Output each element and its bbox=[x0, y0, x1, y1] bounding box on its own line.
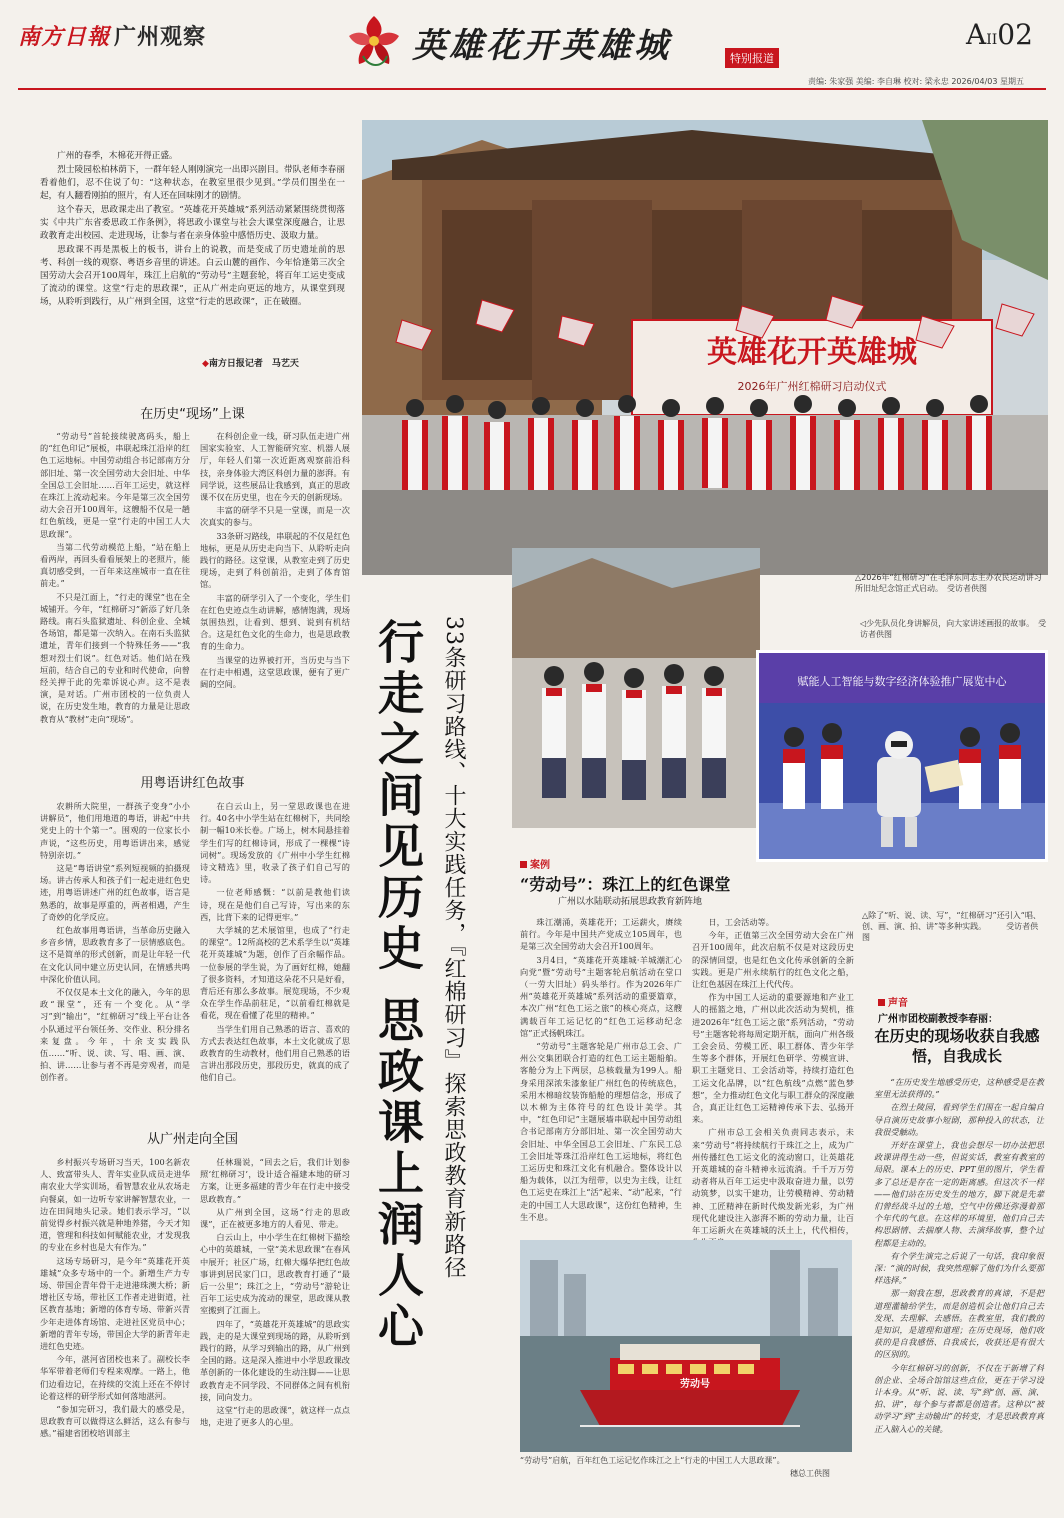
body-paragraph: 丰富的研学不只是一堂课，而是一次次真实的参与。 bbox=[200, 505, 350, 528]
lead-article bbox=[40, 150, 345, 310]
section-heading-2: 用粤语讲红色故事 bbox=[140, 776, 245, 791]
section-heading-3: 从广州走向全国 bbox=[146, 1132, 238, 1147]
body-paragraph: 一位老师感慨：“以前是教他们读诗，现在是他们自己写诗，写出来的东西，比背下来的记得更牢。” bbox=[200, 887, 350, 922]
section3-col-left bbox=[40, 1156, 190, 1506]
case-title: “劳动号”：珠江上的红色课堂 bbox=[520, 875, 731, 894]
paper-name: 南方日報 bbox=[18, 25, 111, 50]
body-paragraph: 今年红棉研习的创新，不仅在于新增了科创企业、全场合馆馆这些点位，更在于学习设计本身。从“听、说、读、写”到“创、画、演、拍、讲”，每个参与者都是创造者。这种以“被动学习”到“主动输出”的转变，才是思政教育真正入脑入心的关键。 bbox=[874, 1362, 1044, 1434]
newspaper-brand bbox=[18, 20, 206, 51]
body-paragraph: 有个学生演完之后说了一句话，我印象很深：“演的时候，我突然理解了他们为什么要那样选择。” bbox=[874, 1250, 1044, 1286]
boat-name-text: 劳动号 bbox=[680, 1379, 710, 1390]
body-paragraph: 当课堂的边界被打开，当历史与当下在行走中相遇，这堂思政课，便有了更广阔的空间。 bbox=[200, 654, 350, 690]
sub-headline: 33条研习路线、十大实践任务，『红棉研习』探索思政教育新路径 bbox=[441, 616, 466, 1279]
body-paragraph: 任林瑞说，“回去之后，我们计划参照‘红棉研习’，设计适合福建本地的研习方案，让更多福建的青少年在行走中接受思政教育。” bbox=[200, 1157, 350, 1204]
body-paragraph: 今年，湛河省团校也来了。副校长李华军带着老师们专程来观摩。一路上，他们边看边记，在持续的交流上还在不停讨论着这样的研学形式如何落地湛河。 bbox=[40, 1354, 190, 1401]
masthead bbox=[0, 0, 1064, 92]
voice-body bbox=[874, 1076, 1044, 1506]
editor-credits: 责编: 朱家强 美编: 李自琳 校对: 梁永忠 2026/04/03 星期五 bbox=[808, 77, 1024, 86]
body-paragraph: “劳动号”首轮接续驶离码头，船上的“红色印记”展板，串联起珠江沿岸的红色工运地标。中国劳动组合书记部南方分部旧址、第一次全国劳动大会旧址、中华全国总工会旧址……百年工运史，就这样在珠江上流动起来。今年是第三次全国劳动大会召开100周年，这艘船不仅是一趟红色航线，更是一堂“行走的中国工人大思政课”。 bbox=[40, 431, 190, 539]
body-paragraph: 白云山上，中小学生在红棉树下描绘心中的英雄城，一堂“美术思政课”在春风中展开；社区广场，红棉大爆华把红色故事讲到居民家门口，思政教育打通了“最后一公里”；珠江之上，“劳动号”游轮让百年工运史成为流动的课堂，思政课从教室搬到了江面上。 bbox=[200, 1232, 350, 1316]
body-paragraph: 33条研习路线，串联起的不仅是红色地标，更是从历史走向当下、从聆听走向践行的路径。这堂课，从教室走到了历史现场，走到了科创前沿，走到了体育馆馆。 bbox=[200, 530, 350, 590]
body-paragraph: 3月4日，“英雄花开英雄城·羊城潮汇心向党”暨“劳动号”主题客轮启航活动在堂口（一劳大旧址）码头举行。作为2026年广州“英雄花开英雄城”系列活动的重要篇章，本次广州“红色工运之旅”的核心亮点，这艘满载百年工运记忆的“红色工运移动纪念馆”正式扬帆珠江。 bbox=[520, 954, 682, 1038]
caption-boat: “劳动号”启航，百年红色工运记忆作珠江之上“行走的中国工人大思政课”。 bbox=[520, 1456, 785, 1465]
voice-tag-text: 声音 bbox=[888, 998, 908, 1009]
body-paragraph: 今年，正值第三次全国劳动大会在广州召开100周年，此次启航不仅是对这段历史的深情回望，也是红色文化传承创新的全新实践。更是广州永续航行的红色文化之船，让红色基因在珠江上代代传。 bbox=[692, 930, 854, 990]
body-paragraph: 红色故事用粤语讲，当革命历史融入乡音乡情，思政教育多了一层情感底色。这不是简单的形式创新，而是让年轻一代在文化认同中建立历史认同，在情感共鸣中深化价值认同。 bbox=[40, 925, 190, 984]
case-tag bbox=[520, 856, 550, 871]
body-paragraph: 农耕所大院里，一群孩子变身“小小讲解员”，他们用地道的粤语，讲起“中共党史上的十个第一”。围观的一位家长小声说，“这些历史，用粤语讲出来，感觉特别亲切。” bbox=[40, 801, 190, 860]
special-report-badge: 特别报道 bbox=[725, 48, 779, 68]
byline: ◆南方日报记者 马艺天 bbox=[202, 359, 299, 369]
body-paragraph: 四年了，“英雄花开英雄城”的思政实践，走的是大课堂到现场的路，从聆听到践行的路，从学习到输出的路，从广州到全国的路。这是深入推进中小学思政课改革创新的一体化建设的生动注脚——让思政教育走不同学段、不同群体之间有机衔接，同向发力。 bbox=[200, 1318, 350, 1402]
body-paragraph: 开好在课堂上，我也会想尽一切办法把思政课讲得生动一些，但说实话，教室有教室的局限。课本上的历史、PPT里的图片，学生看多了总还是存在一定的距离感。但这次不一样——他们站在历史发生的地方，脚下就是先辈们曾经战斗过的土地，空气中仿佛还弥漫着那个年代的气息。在这样的环境里，他们自己去构思剧情、去揣摩人物、去演绎故事，整个过程都是主动的。 bbox=[874, 1140, 1044, 1248]
caption-hero: △2026年“红棉研习”在毛泽东同志主办农民运动讲习所旧址纪念馆正式启动。 受访者供图 bbox=[855, 573, 1042, 593]
body-paragraph: 珠江潮涌，英雄花开；工运薪火，赓续前行。今年是中国共产党成立105周年，也是第三次全国劳动大会召开100周年。 bbox=[520, 917, 682, 952]
section2-col-right bbox=[200, 800, 350, 1105]
section1-col-left bbox=[40, 430, 190, 750]
lead-paragraph: 思政课不再是黑板上的板书，讲台上的说教，而是变成了历史遗址前的思考、科创一线的观察、粤语乡音里的讲述。白云山麓的画作、今年恰逢第三次全国劳动大会召开100周年，珠江上启航的“劳动号”主题套轮，将百年工运史变成了流动的课堂。这堂“行走的思政课”，正从广州走向更远的地方，从课堂到现场，从聆听到践行，从广州到全国，这堂“行走的思政课”，正在破圈。 bbox=[40, 245, 345, 307]
students-photo bbox=[512, 548, 760, 828]
ai-expo-banner-text: 赋能人工智能与数字经济体验推广展览中心 bbox=[797, 675, 1007, 688]
main-headline: 行走之间见历史 思政课上润人心 bbox=[371, 618, 425, 1354]
boat-photo bbox=[520, 1240, 852, 1452]
case-subtitle: 广州以水陆联动拓展思政教育新阵地 bbox=[558, 897, 703, 907]
hero-banner-subtext: 2026年广州红棉研习启动仪式 bbox=[737, 380, 887, 393]
section3-col-right bbox=[200, 1156, 350, 1506]
case-col-1 bbox=[520, 916, 682, 1234]
top-rule bbox=[18, 88, 1046, 90]
voice-speaker: 广州市团校副教授李春丽： bbox=[878, 1014, 998, 1025]
hero-photo-illustration bbox=[362, 120, 1048, 575]
section2-col-left bbox=[40, 800, 190, 1105]
page-roman: II bbox=[986, 32, 998, 48]
body-paragraph: 从广州到全国，这场“行走的思政课”，正在被更多地方的人看见、带走。 bbox=[200, 1206, 350, 1230]
body-paragraph: 不只是江面上，“行走的课堂”也在全城铺开。今年，“红棉研习”新添了好几条路线。南石头监狱遗址、科创企业、全城各场馆，都是第一次纳入。在南石头监狱遗址，青年们接到一个特殊任务——“我想对烈士们说”。红色对话。他们站在残垣前，结合自己的专业和时代使命，向曾经关押于此的先辈诉说心声。这不是表演，是对话。广州市团校的一位负责人说，在历史发生地，教育的力量是让思政教育从“教材”走向“现场”。 bbox=[40, 591, 190, 724]
body-paragraph: “参加完研习，我们最大的感受是，思政教育可以做得这么鲜活，这么有参与感。”福建省团校培训部主 bbox=[40, 1404, 190, 1439]
body-paragraph: 日，工会活动等。 bbox=[708, 917, 774, 927]
ai-expo-photo-illustration bbox=[759, 653, 1045, 859]
hero-photo bbox=[362, 120, 1048, 575]
body-paragraph: 这是“粤语讲堂”系列短视频的拍摄现场。讲古传承人和孩子们一起走进红色史迹，用粤语讲述广州的红色故事，语言是熟悉的，故事是厚重的，两者相遇，产生了奇妙的化学反应。 bbox=[40, 863, 190, 922]
page-prefix: A bbox=[966, 18, 987, 51]
caption-students: ◁少先队员化身讲解员，向大家讲述画报的故事。 受访者供图 bbox=[860, 619, 1047, 639]
body-paragraph: 当第二代劳动模范上船，“站在船上看两岸，再回头看看展架上的老照片，能真切感受到，一百年来这座城市一直在往前走。” bbox=[40, 541, 190, 589]
body-paragraph: 在烈士陵园，看到学生们围在一起自编自导自演历史故事小短剧，那种投入的状态，让我很受触动。 bbox=[874, 1102, 1044, 1137]
body-paragraph: “在历史发生地感受历史，这种感受是在教室里无法获得的。” bbox=[874, 1077, 1044, 1100]
students-photo-illustration bbox=[512, 548, 760, 828]
voice-title: 在历史的现场收获自我感悟，自我成长 bbox=[874, 1027, 1040, 1065]
body-paragraph: 在科创企业一线，研习队伍走进广州国家实验室、人工智能研究室、机器人展厅，年轻人们第一次近距离观察前沿科技，亲身体验大湾区科创力量的澎湃。有同学说，这些展品让我感到，真正的思政课不仅在历史里，也在今天的创新现场。 bbox=[200, 431, 350, 503]
body-paragraph: 丰富的研学引入了一个变化，学生们在红色史迹点生动讲解，感情饱满，现场氛围热烈，让看到、想到、说到有机结合。这是红色文化的生命力，也是思政教育的生命力。 bbox=[200, 592, 350, 652]
body-paragraph: 广州市总工会相关负责同志表示，未来“劳动号”将持续航行于珠江之上，成为广州传播红色工运文化的流动窗口，让英雄花开英雄城的奋斗精神永远流淌。千千万万劳动者将从百年工运史中汲取奋进力量，以劳动筑梦，以实干建功，让劳模精神、劳动精神、工匠精神在新时代焕发新光彩，为广州现代化建设注入澎湃不断的劳动力量，让百年工运新火在英雄城的沃土上，代代相传， bbox=[692, 1127, 854, 1236]
caption-ai-expo: △除了“听、说、读、写”，“红棉研习”还引入“唱、创、画、演、拍、讲”等多种实践。 受访者供图 bbox=[862, 911, 1041, 942]
body-paragraph: 这场专场研习，是今年“英雄花开英雄城”众多专场中的一个。新增生产力专场、带国企青年骨干走进港珠澳大桥；新增社区专场，带社区工作者走进街道，社区教育基地；新增的体育专场、带新兴青少年走进体育场馆、走进社区党员中心；新增的青年专场，带国企大学的新青年走进红色史迹。 bbox=[40, 1255, 190, 1352]
voice-tag bbox=[878, 994, 908, 1009]
lead-paragraph: 烈士陵园松柏林荫下，一群年轻人刚刚演完一出即兴剧目。带队老师李春丽看着他们，忍不住说了句：“这种状态，在教室里很少见到。”学员们围坐在一起，有人翻看刚拍的照片，有人还在回味刚才的剧情。 bbox=[40, 165, 345, 201]
series-banner-title: 英雄花开英雄城 bbox=[412, 26, 671, 66]
boat-photo-illustration bbox=[520, 1240, 852, 1452]
section-name: 广州观察 bbox=[114, 25, 207, 50]
byline-text: 南方日报记者 马艺天 bbox=[208, 359, 299, 369]
lead-paragraph: 广州的春季，木棉花开得正盛。 bbox=[57, 151, 178, 161]
lead-paragraph: 这个春天，思政课走出了教室。“英雄花开英雄城”系列活动紧紧围绕贯彻落实《中共广东省委思政工作条例》，将思政小课堂与社会大课堂深度融合，让思政教育走出校园、走进现场，让参与者在亲身体验中感悟历史、汲取力量。 bbox=[40, 205, 345, 241]
case-tag-text: 案例 bbox=[530, 860, 550, 871]
body-paragraph: 当学生们用自己熟悉的语言、喜欢的方式去表达红色故事，本土文化就成了思政教育的生动教材，他们用自己熟悉的语言讲出那段历史，那段历史，就真的成了他们自己。 bbox=[200, 1023, 350, 1083]
case-col-2 bbox=[692, 916, 854, 1234]
body-paragraph: 大学城的艺术展馆里，也成了“行走的课堂”。12所高校的艺术系学生以“英雄花开英雄城”为题，创作了百余幅作品。一位参展的学生说，为了画好红棉，她翻了很多资料，才知道这朵花不只是好看，背后还有那么多故事。展览现场，不少观众在学生作品前驻足，“以前看红棉就是看花，现在看懂了花里的精神。” bbox=[200, 925, 350, 1021]
body-paragraph: “劳动号”主题客轮是广州市总工会、广州公交集团联合打造的红色工运主题船舶。客舱分为上下两层，总核载量为199人。船身采用深浓朱漆象征广州红色的传统底色，采用木棉暗纹装饰船舱的理想信念，形成了以木棉为主体符号的红色设计美学。其中，“红色印记”主题展墙串联起中国劳动组合书记部南方分部旧址、第一次全国劳动大会旧址、中华全国总工会旧址、广东民工总工会旧址等珠江沿岸红色工运地标，将红色工运历史和珠江文化有机融合。整体设计以船为载体，以江为纽带，以史为主线，让红色工运史在珠江上“活”起来、“动”起来，“行走的中国工人大思政课”，这份红色精神，生生不息。 bbox=[520, 1041, 682, 1222]
body-paragraph: 乡村振兴专场研习当天，100名新农人、致富带头人、青年实业队成员走进华南农业大学实训场，看智慧农业从农场走向餐桌，如一边听专家讲解智慧农业，一边在田间地头记录。她们表示学习，“以前觉得乡村振兴就是种地养猪，今天才知道，管理和科技如何赋能农业，才发现我的专业在乡村也是大有作为。” bbox=[40, 1157, 190, 1253]
hero-banner-text: 英雄花开英雄城 bbox=[707, 335, 917, 370]
ai-expo-photo bbox=[756, 650, 1048, 862]
body-paragraph: 在白云山上，另一堂思政课也在进行。40名中小学生站在红棉树下，共同绘制一幅10米长卷。广场上，树木间悬挂着学生们写的红棉诗词，形成了一棵棵“诗词树”。现场发放的《广州中小学生红棉诗文精选》里，收录了孩子们自己写的诗。 bbox=[200, 801, 350, 885]
body-paragraph: 作为中国工人运动的重要源地和产业工人的摇篮之地，广州以此次活动为契机，推进2026年“红色工运之旅”系列活动，“劳动号”主题客轮将每周定期开航，面向广州各级工会会员、劳模工匠、职工群体、青少年学生等多个群体，开展红色研学、劳模宣讲、职工主题党日、工会活动等，持续打造红色工运文化品牌，以“红色航线”点燃“蓝色梦想”，全力推动红色文化与职工群众的深度融合，真正让红色工运精神传承下去、弘扬开来。 bbox=[692, 992, 854, 1125]
page-num: 02 bbox=[997, 18, 1033, 51]
caption-boat-credit: 穗总工供图 bbox=[790, 1469, 830, 1478]
section-heading-1: 在历史“现场”上课 bbox=[140, 407, 245, 422]
page-number bbox=[966, 18, 1033, 51]
kapok-flower-icon bbox=[343, 10, 405, 72]
body-paragraph: 这堂“行走的思政课”，就这样一点点地，走进了更多人的心里。 bbox=[200, 1405, 350, 1428]
body-paragraph: 那一刻我在想，思政教育的真谛，不是把道理灌输给学生，而是创造机会让他们自己去发现、去理解、去感悟。在教室里，我们教的是知识，是道理和道理；在历史现场，他们收获的是自我感悟、自我成长，收获还是有很大的区别的。 bbox=[874, 1288, 1044, 1360]
body-paragraph: 不仅仅是本土文化的融入，今年的思政“课堂”，还有一个变化。从“学习”到“输出”，“红棉研习”线上平台让各小队通过平台领任务、交作业、积分排名来复盘。今年，十余支实践队伍……“听、说、读、写、唱、画、演、拍、讲……让参与者不再是旁观者，而是创作者。 bbox=[40, 987, 190, 1083]
section1-col-right bbox=[200, 430, 350, 750]
